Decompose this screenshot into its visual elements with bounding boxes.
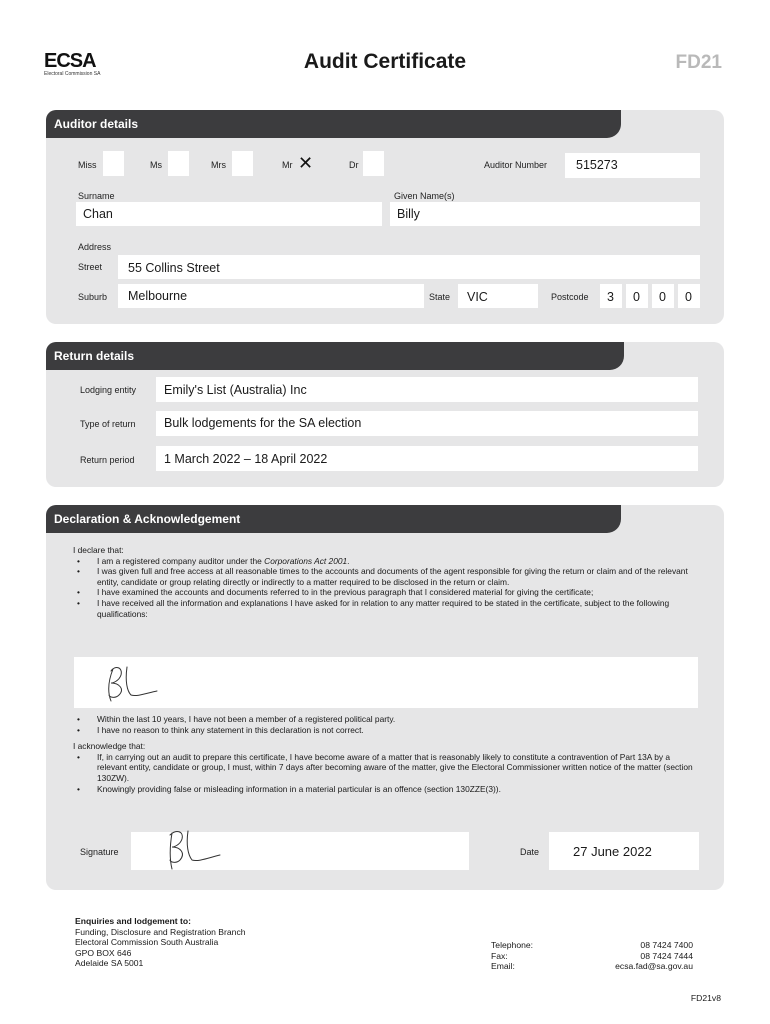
address-label: Address bbox=[78, 242, 112, 252]
form-code: FD21 bbox=[675, 52, 722, 73]
lodging-entity-value: Emily's List (Australia) Inc bbox=[164, 383, 307, 397]
postcode-digit: 0 bbox=[659, 290, 666, 304]
declaration-statements-2 bbox=[73, 714, 693, 794]
title-checkbox-miss[interactable] bbox=[103, 151, 124, 176]
declaration-item: • I have received all the information and explanations I have asked for in relation to any matter required to be stated in the certificate, subject to the following qualifications: bbox=[73, 598, 693, 619]
fax-value: 08 7424 7444 bbox=[640, 950, 693, 961]
address-line: Adelaide SA 5001 bbox=[75, 958, 144, 969]
street-value: 55 Collins Street bbox=[128, 261, 220, 275]
return-details-section bbox=[46, 342, 724, 487]
signature-mark bbox=[164, 827, 224, 871]
title-checkbox-dr[interactable] bbox=[363, 151, 384, 176]
given-names-field[interactable] bbox=[390, 202, 700, 226]
title-label-ms: Ms bbox=[150, 160, 162, 170]
qualifications-initials-mark bbox=[101, 661, 163, 703]
state-value: VIC bbox=[467, 290, 488, 304]
postcode-digit: 3 bbox=[607, 290, 614, 304]
auditor-number-value: 515273 bbox=[576, 158, 618, 172]
logo-subtext: Electoral Commission SA bbox=[44, 71, 101, 77]
postcode-digit: 0 bbox=[685, 290, 692, 304]
contact-values bbox=[615, 940, 693, 972]
acknowledgement-item: • Knowingly providing false or misleading information in a material particular is an offence (section 130ZZE(3)). bbox=[73, 784, 693, 795]
return-details-heading: Return details bbox=[46, 342, 624, 370]
lodging-entity-label: Lodging entity bbox=[80, 385, 137, 395]
declaration-item: • I have no reason to think any statement in this declaration is not correct. bbox=[73, 725, 693, 736]
declaration-item: • I was given full and free access at all reasonable times to the accounts and documents of the agent responsible for giving the return or claim and of the relevant entity, candidate or group relating directly or indirectly to a matter required to be disclosed in the return or claim. bbox=[73, 566, 693, 587]
state-label: State bbox=[429, 292, 451, 302]
telephone-value: 08 7424 7400 bbox=[640, 940, 693, 950]
address-line: Electoral Commission South Australia bbox=[75, 937, 219, 948]
logo-text: ECSA bbox=[44, 50, 96, 72]
enquiries-block bbox=[75, 916, 335, 969]
contact-labels bbox=[491, 940, 533, 972]
email-label: Email: bbox=[491, 961, 515, 972]
surname-field[interactable] bbox=[76, 202, 382, 226]
auditor-details-heading: Auditor details bbox=[46, 110, 621, 138]
address-line: GPO BOX 646 bbox=[75, 947, 132, 958]
title-checkbox-ms[interactable] bbox=[168, 151, 189, 176]
auditor-details-section bbox=[46, 110, 724, 324]
surname-label: Surname bbox=[78, 191, 115, 201]
declaration-item: • I am a registered company auditor under the Corporations Act 2001. bbox=[73, 556, 693, 567]
suburb-label: Suburb bbox=[78, 292, 108, 302]
given-names-value: Billy bbox=[397, 207, 420, 221]
declaration-item: • Within the last 10 years, I have not been a member of a registered political party. bbox=[73, 714, 693, 725]
title-label-dr: Dr bbox=[349, 160, 359, 170]
postcode-label: Postcode bbox=[551, 292, 589, 302]
declaration-section bbox=[46, 505, 724, 890]
page-title: Audit Certificate bbox=[303, 50, 467, 73]
type-of-return-label: Type of return bbox=[80, 419, 136, 429]
declaration-item: • I have examined the accounts and documents referred to in the previous paragraph that I considered material for giving the certificate; bbox=[73, 587, 693, 598]
form-version: FD21v8 bbox=[690, 993, 721, 1003]
given-names-label: Given Name(s) bbox=[394, 191, 455, 201]
date-label: Date bbox=[520, 847, 540, 857]
auditor-number-label: Auditor Number bbox=[484, 160, 548, 170]
return-period-label: Return period bbox=[80, 455, 135, 465]
title-label-miss: Miss bbox=[78, 160, 97, 170]
declaration-statements bbox=[73, 545, 693, 619]
declaration-intro: I declare that: bbox=[73, 545, 124, 555]
type-of-return-value: Bulk lodgements for the SA election bbox=[164, 416, 362, 430]
title-checkbox-mrs[interactable] bbox=[232, 151, 253, 176]
declaration-heading: Declaration & Acknowledgement bbox=[46, 505, 621, 533]
telephone-label: Telephone: bbox=[491, 940, 534, 950]
title-checkbox-mr[interactable]: ✕ bbox=[298, 153, 314, 173]
address-line: Funding, Disclosure and Registration Branch bbox=[75, 926, 246, 937]
fax-label: Fax: bbox=[491, 950, 508, 961]
surname-value: Chan bbox=[83, 207, 113, 221]
acknowledgement-item: • If, in carrying out an audit to prepare this certificate, I have become aware of a matter that is reasonably likely to constitute a contravention of Part 13A by a relevant entity, candidate or group, I must, within 7 days after becoming aware of the matter, give the Electoral Commissioner written notice of the matter (section 130ZW). bbox=[73, 752, 693, 784]
return-period-value: 1 March 2022 – 18 April 2022 bbox=[164, 452, 328, 466]
title-label-mr: Mr bbox=[282, 160, 293, 170]
title-label-mrs: Mrs bbox=[211, 160, 226, 170]
signature-label: Signature bbox=[80, 847, 119, 857]
qualifications-field[interactable] bbox=[74, 657, 698, 708]
suburb-value: Melbourne bbox=[128, 289, 188, 303]
street-label: Street bbox=[78, 262, 103, 272]
acknowledgement-intro: I acknowledge that: bbox=[73, 741, 146, 752]
enquiries-heading: Enquiries and lodgement to: bbox=[75, 916, 192, 926]
date-value: 27 June 2022 bbox=[573, 844, 652, 859]
postcode-digit: 0 bbox=[633, 290, 640, 304]
email-link[interactable]: ecsa.fad@sa.gov.au bbox=[615, 961, 693, 972]
